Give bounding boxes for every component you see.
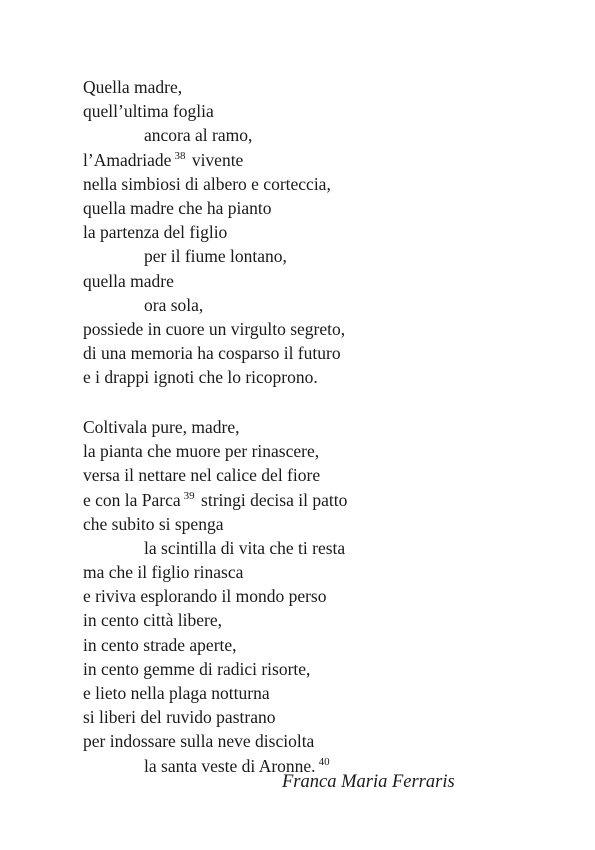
poem-line [83,439,563,463]
author-signature: Franca Maria Ferraris [282,772,455,792]
poem-line-text: di una memoria ha cosparso il futuro [83,343,341,364]
poem-line-text: la pianta che muore per rinascere, [83,441,320,462]
poem-line-text: in cento gemme di radici risorte, [83,658,311,679]
poem-line [83,244,563,268]
poem-line-text: Coltivala pure, madre, [83,416,240,437]
poem-line [83,584,563,608]
poem-line-text: quella madre [83,270,174,291]
poem-line-text: la santa veste di Aronne. [144,755,316,776]
poem-line [83,317,563,341]
poem-line [83,172,563,196]
poem-line-continuation: stringi decisa il patto [196,489,348,510]
poem-line-continuation: vivente [187,149,244,170]
poem-line-text: la partenza del figlio [83,222,228,243]
stanza [83,415,563,778]
poem-line-text: nella simbiosi di albero e corteccia, [83,173,331,194]
poem-line-text: si liberi del ruvido pastrano [83,707,276,728]
poem-line-text: in cento città libere, [83,610,222,631]
footnote-marker: 39 [183,489,195,502]
poem-line-text: che subito si spenga [83,513,224,534]
poem-line [83,220,563,244]
poem-line [83,512,563,536]
poem-line [83,536,563,560]
poem-line [83,75,563,99]
poem-line [83,681,563,705]
poem-line-text: e lieto nella plaga notturna [83,683,270,703]
poem-line [83,415,563,439]
poem-line-text: per il fiume lontano, [144,246,287,267]
poem-line-text: versa il nettare nel calice del fiore [83,465,321,486]
poem-line-text: e riviva esplorando il mondo perso [83,586,327,607]
poem-line [83,705,563,729]
poem-line [83,123,563,147]
poem-line [83,148,563,172]
poem-line [83,293,563,317]
poem-line-text: possiede in cuore un virgulto segreto, [83,318,346,339]
poem-line [83,196,563,220]
stanza [83,75,563,389]
poem-line [83,608,563,632]
poem-line [83,488,563,512]
poem-line [83,269,563,293]
poem-line-text: Quella madre, [83,77,183,97]
poem-line-text: in cento strade aperte, [83,634,237,655]
poem-line [83,99,563,123]
poem-line [83,463,563,487]
poem-line-text: la scintilla di vita che ti resta [144,537,346,558]
poem-line-text: e con la Parca [83,489,181,510]
poem-line-text: l’Amadriade [83,149,172,170]
footnote-marker: 40 [318,755,330,768]
poem-line-text: ora sola, [144,294,204,315]
poem-line [83,633,563,657]
poem-line [83,657,563,681]
poem-line-text: per indossare sulla neve disciolta [83,731,315,752]
poem-line-text: quella madre che ha pianto [83,197,272,218]
footnote-marker: 38 [174,149,186,162]
poem-line-text: ma che il figlio rinasca [83,562,244,583]
poem-line-text: quell’ultima foglia [83,101,214,122]
poem-body [83,75,563,778]
poem-line [83,341,563,365]
poem-line-text: e i drappi ignoti che lo ricoprono. [83,367,318,388]
poem-line [83,365,563,389]
poem-line-text: ancora al ramo, [144,125,253,146]
poem-line [83,560,563,584]
poem-line [83,729,563,753]
